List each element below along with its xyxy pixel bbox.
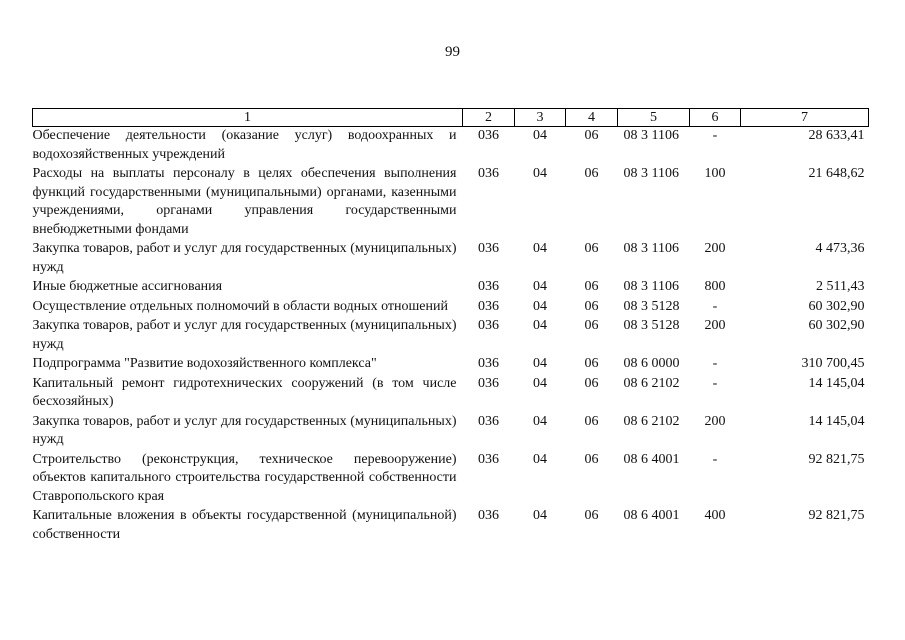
ministry-code: 036 (478, 318, 499, 333)
row-description: Закупка товаров, работ и услуг для государственных (муниципальных) нужд (32, 241, 457, 275)
column-header: 5 (618, 109, 690, 127)
subsection-code: 06 (584, 413, 599, 429)
section-code: 04 (533, 508, 547, 523)
row-description: Капитальные вложения в объекты государственной (муниципальной) собственности (32, 508, 457, 542)
column-header: 2 (463, 109, 515, 127)
amount-value: 60 302,90 (808, 318, 865, 333)
table-row (33, 413, 869, 451)
table-row (33, 375, 869, 413)
amount-value: 21 648,62 (808, 166, 865, 181)
expense-type-code: - (712, 356, 718, 371)
table-row (33, 165, 869, 240)
column-header: 3 (515, 109, 566, 127)
expense-type-code: - (712, 128, 718, 143)
section-code: 04 (533, 166, 547, 181)
subsection-code: 06 (584, 318, 599, 333)
subsection-code: 06 (584, 241, 599, 256)
expense-type-code: 400 (704, 508, 726, 523)
ministry-code: 036 (478, 241, 499, 256)
target-article-code: 08 6 2102 (623, 375, 680, 391)
amount-value: 310 700,45 (801, 356, 865, 371)
table-header-row (33, 109, 869, 127)
row-description: Строительство (реконструкция, техническое перевооружение) объектов капитального строительства государственной собственности Ставропольского края (32, 451, 457, 504)
target-article-code: 08 6 4001 (623, 451, 680, 467)
table-row (33, 298, 869, 318)
expense-type-code: 200 (704, 241, 726, 256)
target-article-code: 08 6 4001 (623, 508, 680, 523)
ministry-code: 036 (478, 128, 499, 143)
subsection-code: 06 (584, 508, 599, 523)
expense-type-code: - (712, 451, 718, 467)
section-code: 04 (533, 451, 547, 467)
row-description: Осуществление отдельных полномочий в области водных отношений (32, 298, 448, 314)
ministry-code: 036 (478, 166, 499, 181)
expense-type-code: 800 (704, 279, 726, 294)
amount-value: 2 511,43 (816, 279, 865, 294)
budget-table (32, 108, 869, 545)
ministry-code: 036 (478, 508, 499, 523)
row-description: Обеспечение деятельности (оказание услуг) водоохранных и водохозяйственных учреждений (32, 128, 457, 162)
expense-type-code: - (712, 375, 718, 391)
table-row (33, 278, 869, 298)
target-article-code: 08 6 2102 (623, 413, 680, 429)
amount-value: 92 821,75 (808, 508, 865, 523)
section-code: 04 (533, 279, 547, 294)
ministry-code: 036 (478, 375, 499, 391)
subsection-code: 06 (584, 279, 599, 294)
target-article-code: 08 3 5128 (623, 318, 680, 333)
section-code: 04 (533, 356, 547, 371)
target-article-code: 08 3 1106 (623, 279, 679, 294)
subsection-code: 06 (584, 128, 599, 143)
table-row (33, 451, 869, 508)
table-row (33, 317, 869, 355)
column-header: 6 (690, 109, 741, 127)
table-row (33, 127, 869, 166)
ministry-code: 036 (478, 413, 499, 429)
section-code: 04 (533, 128, 547, 143)
section-code: 04 (533, 413, 547, 429)
section-code: 04 (533, 241, 547, 256)
expense-type-code: 200 (704, 413, 726, 429)
ministry-code: 036 (478, 279, 499, 294)
target-article-code: 08 3 1106 (623, 241, 679, 256)
amount-value: 92 821,75 (808, 451, 865, 467)
row-description: Иные бюджетные ассигнования (32, 279, 223, 294)
expense-type-code: - (712, 298, 718, 314)
row-description: Капитальный ремонт гидротехнических сооружений (в том числе бесхозяйных) (32, 375, 457, 409)
target-article-code: 08 3 5128 (623, 298, 680, 314)
amount-value: 14 145,04 (808, 413, 865, 429)
subsection-code: 06 (584, 375, 599, 391)
row-description: Закупка товаров, работ и услуг для государственных (муниципальных) нужд (32, 318, 457, 352)
column-header: 4 (566, 109, 618, 127)
ministry-code: 036 (478, 451, 499, 467)
target-article-code: 08 6 0000 (623, 356, 680, 371)
page-number: 99 (445, 44, 460, 60)
subsection-code: 06 (584, 451, 599, 467)
ministry-code: 036 (478, 298, 499, 314)
table-row (33, 507, 869, 545)
column-header: 1 (33, 109, 463, 127)
section-code: 04 (533, 298, 547, 314)
amount-value: 4 473,36 (815, 241, 865, 256)
row-description: Закупка товаров, работ и услуг для государственных (муниципальных) нужд (32, 413, 457, 447)
table-row (33, 240, 869, 278)
section-code: 04 (533, 375, 547, 391)
column-header: 7 (741, 109, 869, 127)
expense-type-code: 100 (704, 166, 726, 181)
subsection-code: 06 (584, 166, 599, 181)
target-article-code: 08 3 1106 (623, 166, 679, 181)
table-row (33, 355, 869, 375)
amount-value: 60 302,90 (808, 298, 865, 314)
table-body (33, 127, 869, 546)
expense-type-code: 200 (704, 318, 726, 333)
section-code: 04 (533, 318, 547, 333)
amount-value: 14 145,04 (808, 375, 865, 391)
row-description: Расходы на выплаты персоналу в целях обеспечения выполнения функций государственными (муниципальными) органами, казенными учреждениями, органами управления государственными внебюджетными фондами (32, 166, 457, 237)
target-article-code: 08 3 1106 (623, 128, 679, 143)
subsection-code: 06 (584, 356, 599, 371)
ministry-code: 036 (478, 356, 499, 371)
subsection-code: 06 (584, 298, 599, 314)
row-description: Подпрограмма "Развитие водохозяйственного комплекса" (32, 356, 377, 371)
amount-value: 28 633,41 (808, 128, 865, 143)
